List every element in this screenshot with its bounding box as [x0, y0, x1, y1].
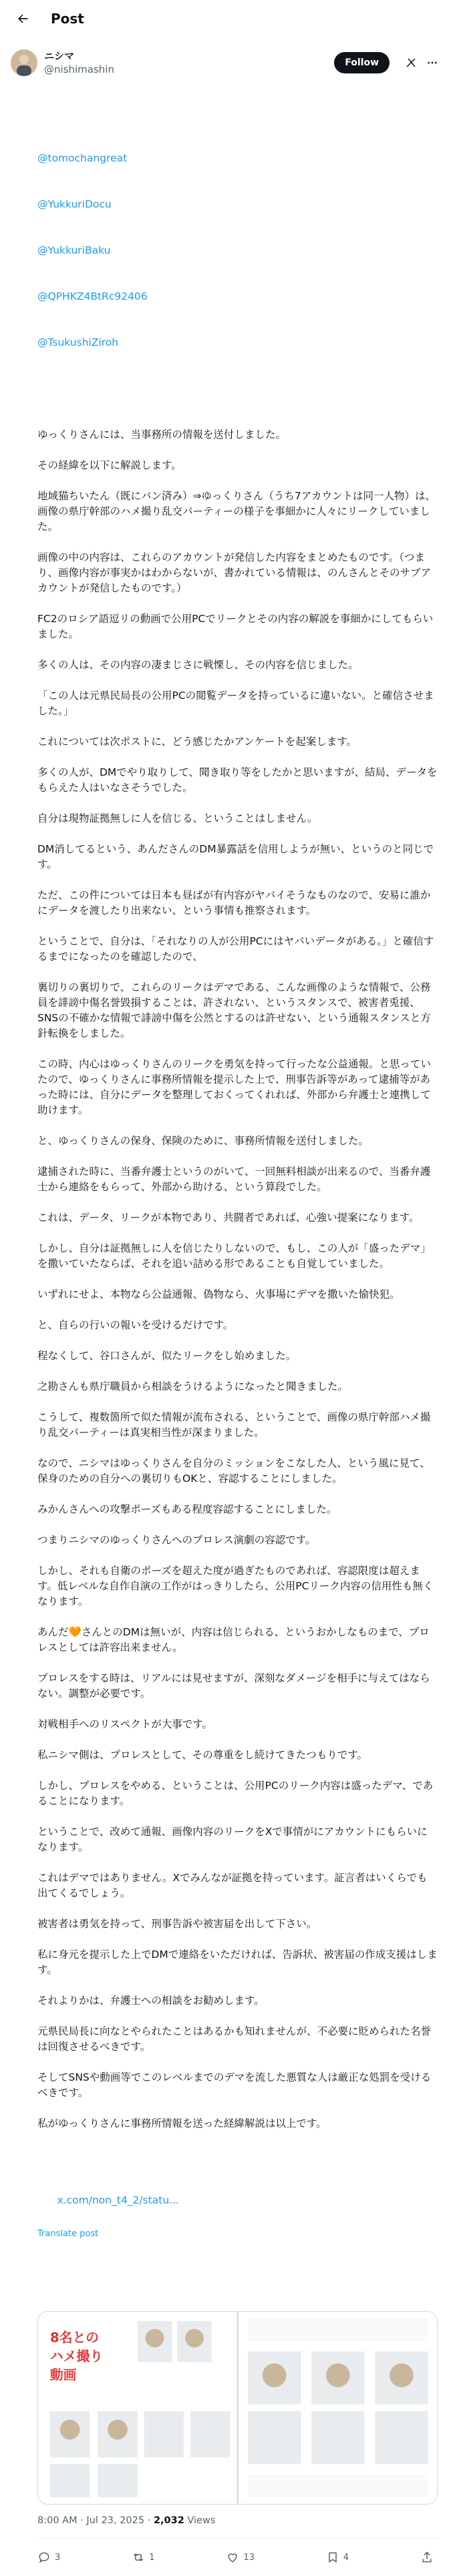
post-paragraph: 裏切りの裏切りで、これらのリークはデマである、こんな画像のような情報で、公務員を誹謗中傷名誉毀損することは、許されない、というスタンスで、被害者兎援、SNSの不確かな情報で誹謗中傷を公然とするのは許せない、という通報スタンスと方針転換をしました。	[37, 981, 431, 1039]
svg-text:ハメ撮り: ハメ撮り	[49, 2348, 104, 2364]
grok-icon[interactable]	[403, 55, 419, 71]
author-names	[44, 49, 334, 76]
post-paragraph: 被害者は勇気を持って、刑事告訴や被害届を出して下さい。	[37, 1918, 317, 1930]
mention-link[interactable]: @tomochangreat	[37, 152, 128, 164]
share-icon	[420, 2551, 434, 2564]
post-paragraph: 「この人は元県民局長の公用PCの閲覧データを持っているに違いない。と確信させました。」	[37, 690, 434, 717]
post-paragraph: つまりニシマのゆっくりさんへのプロレス演劇の容認です。	[37, 1534, 316, 1546]
like-button[interactable]	[226, 2551, 255, 2564]
media-image[interactable]	[239, 2312, 438, 2504]
post-paragraph: 対戦相手へのリスペクトが大事です。	[37, 1718, 212, 1730]
post-paragraph: 地域猫ちいたん（既にバン済み）⇒ゆっくりさん（うち7アカウントは同一人物）は、画像の県庁幹部のハメ撮り乱交パーティーの様子を事細かに人々にリークしていました。	[37, 490, 436, 533]
more-icon[interactable]	[424, 55, 440, 71]
post-paragraph: そしてSNSや動画等でこのレベルまでのデマを流した悪質な人は厳正な処罰を受けるべきです。	[37, 2071, 432, 2099]
post-paragraph: ということで、改めて通報、画像内容のリークをXで事情がにアカウントにもらいになります。	[37, 1826, 428, 1853]
post-paragraph: FC2のロシア語逗リの動画で公用PCでリークとその内容の解説を事細かにしてもらいました。	[37, 613, 434, 640]
post-paragraph: 画像の中の内容は、これらのアカウントが発信した内容をまとめたものです。（つまり、画像内容が事実かはわからないが、書かれている情報は、のんさんとそのサブアカウントが発信したものです。）	[37, 551, 432, 594]
post-paragraph: ただ、この件については日本も昼ばが有内容がヤバイそうなものなので、安易に誰かにデータを渡したり出来ない、という事情も推察されます。	[37, 889, 431, 917]
post-paragraph: と、自らの行いの報いを受けるだけです。	[37, 1319, 234, 1331]
mention-link[interactable]: @TsukushiZiroh	[37, 336, 119, 348]
bookmark-icon	[326, 2551, 339, 2564]
post-paragraph: 私がゆっくりさんに事務所情報を送った経緯解説は以上です。	[37, 2117, 327, 2129]
repost-count: 1	[149, 2552, 155, 2563]
post-paragraph: 私ニシマ側は、プロレスとして、その尊重をし続けてきたつもりです。	[37, 1749, 367, 1761]
mention-list	[37, 120, 438, 381]
repost-button[interactable]	[132, 2551, 154, 2564]
mention-link[interactable]: @YukkuriDocu	[37, 198, 112, 210]
post-paragraph: これについては次ポストに、どう感じたかアンケートを起案します。	[37, 736, 357, 748]
post-paragraph: 元県民局長に向なとやられたことはあるかも知れませんが、不必要に貶められた名誉は回復させるべきです。	[37, 2025, 432, 2053]
post-paragraph: 逮捕された時に、当番弁護士というのがいて、一回無料相談が出来るので、当番弁護士から連絡をもらって、外部から助ける、という算段でした。	[37, 1166, 431, 1193]
post-paragraph: 之勘さんも県庁職員から相談をうけるようになったと聞きました。	[37, 1380, 349, 1392]
post-paragraphs	[37, 427, 438, 2131]
author-display-name[interactable]: ニシマ	[44, 50, 75, 62]
image-text: 8名との	[49, 2330, 100, 2346]
reply-icon	[37, 2551, 51, 2564]
post-paragraph: と、ゆっくりさんの保身、保険のために、事務所情報を送付しました。	[37, 1135, 369, 1147]
post-header	[0, 0, 451, 37]
arrow-left-icon	[16, 12, 29, 25]
share-button[interactable]	[420, 2551, 438, 2564]
post-paragraph: これはデマではありません。Xでみんなが証拠を持っています。証言者はいくらでも出てくるでしょう。	[37, 1872, 428, 1899]
svg-text:動画: 動画	[49, 2367, 77, 2383]
post-paragraph: みかんさんへの攻撃ポーズもある程度容認することにしました。	[37, 1503, 337, 1515]
post-paragraph: この時、内心はゆっくりさんのリークを勇気を持って行ったな公益通報。と思っていたので、ゆっくりさんに事務所情報を提示した上で、刑事告訴等があって逮捕等があった時には、自分にデータを整理しておくってくれれば、外部から弁護士と連携して助けます。	[37, 1058, 431, 1116]
post-paragraph: なので、ニシマはゆっくりさんを自分のミッションをこなした人、という風に見て、保身のための自分への裏切りもOKと、容認することにしました。	[37, 1457, 430, 1485]
post-paragraph: DM消してるという、あんださんのDM暴露話を信用しようが無い、というのと同じです。	[37, 843, 434, 870]
post-meta	[37, 2514, 438, 2527]
post-paragraph: これは、データ、リークが本物であり、共闘者であれば、心強い提案になります。	[37, 1212, 420, 1224]
post-timestamp[interactable]: 8:00 AM · Jul 23, 2025 ·	[37, 2515, 154, 2526]
bookmark-button[interactable]	[326, 2551, 349, 2564]
post-paragraph: いずれにせよ、本物なら公益通報、偽物なら、火事場にデマを撒いた愉快犯。	[37, 1288, 400, 1300]
post-paragraph: しかし、プロレスをやめる、ということは、公用PCのリーク内容は盛ったデマ、であることになります。	[37, 1780, 434, 1807]
reply-button[interactable]	[37, 2551, 60, 2564]
post-paragraph: ということで、自分は、「それなりの人が公用PCにはヤバいデータがある。」と確信するまでになったのを確認したので、	[37, 935, 434, 963]
status-link[interactable]: x.com/non_t4_2/statu...	[57, 2194, 179, 2206]
page-title: Post	[51, 11, 84, 27]
like-count: 13	[243, 2552, 255, 2563]
mention-link[interactable]: @QPHKZ4BtRc92406	[37, 290, 148, 302]
post-paragraph: プロレスをする時は、リアルには見せますが、深刻なダメージを相手に与えてはならない。調整が必要です。	[37, 1672, 430, 1700]
views-label: Views	[184, 2515, 216, 2526]
post-paragraph: 多くの人は、その内容の凄まじさに戦慄し、その内容を信じました。	[37, 659, 359, 671]
post-paragraph: 程なくして、谷口さんが、似たリークをし始めました。	[37, 1350, 297, 1362]
media-image[interactable]	[38, 2312, 237, 2504]
avatar[interactable]	[11, 49, 37, 76]
post-paragraph: その経緯を以下に解説します。	[37, 459, 182, 471]
follow-button[interactable]: Follow	[334, 52, 390, 73]
post-paragraph: しかし、それも自衛のポーズを超えた度が過ぎたものであれば、容認限度は超えます。低レベルな自作自演の工作がはっきりしたら、公用PCリーク内容の信用性も無くなります。	[37, 1565, 434, 1607]
post-paragraph: それよりかは、弁護士への相談をお勧めします。	[37, 1995, 265, 2007]
heart-icon	[226, 2551, 239, 2564]
post-paragraph: ゆっくりさんには、当事務所の情報を送付しました。	[37, 429, 286, 441]
back-button[interactable]	[11, 7, 35, 31]
media-grid[interactable]	[37, 2311, 438, 2505]
post-paragraph: こうして、複数箇所で似た情報が流布される、ということで、画像の県庁幹部ハメ撮り乱交パーティーは真実相当性が深まりました。	[37, 1411, 431, 1439]
translate-link[interactable]: Translate post	[37, 2229, 99, 2239]
post-paragraph: 私に身元を提示した上でDMで連絡をいただければ、告訴状、被害届の作成支援はします。	[37, 1949, 438, 1976]
view-count: 2,032	[153, 2515, 184, 2526]
mention-link[interactable]: @YukkuriBaku	[37, 244, 111, 256]
post-author	[0, 37, 451, 80]
post-paragraph: しかし、自分は証拠無しに人を信じたりしないので、もし、この人が「盛ったデマ」を撒いていたならば、それを追い詰める形であることも自覚していました。	[37, 1242, 431, 1270]
post-paragraph: 多くの人が、DMでやり取りして、聞き取り等をしたかと思いますが、結局、データをもらえた人はいなさそうでした。	[37, 766, 438, 794]
post-paragraph: あんだ🧡さんとのDMは無いが、内容は信じられる、というおかしなものまで、プロレスとしては許容出来ません。	[37, 1626, 430, 1653]
repost-icon	[132, 2551, 145, 2564]
reply-count: 3	[55, 2552, 61, 2563]
post-paragraph: 自分は現物証拠無しに人を信じる、ということはしません。	[37, 812, 318, 824]
action-bar	[37, 2539, 438, 2576]
bookmark-count: 4	[343, 2552, 349, 2563]
author-handle[interactable]: @nishimashin	[44, 63, 114, 75]
post-body	[0, 80, 451, 2303]
